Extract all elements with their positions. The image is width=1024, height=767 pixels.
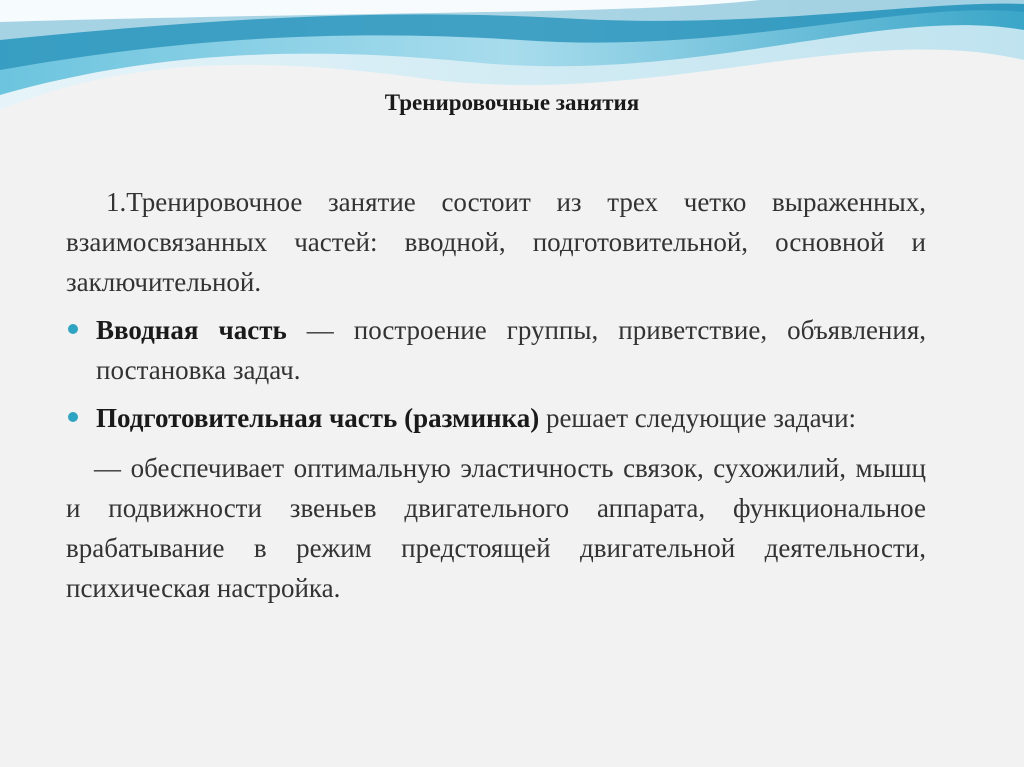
- page-title: Тренировочные занятия: [384, 90, 640, 115]
- bullet-bold-term: Вводная часть: [96, 315, 287, 345]
- bullet-bold-term: Подготовительная часть (разминка): [96, 403, 540, 433]
- dash-paragraph: — обеспечивает оптимальную эластичность связок, сухожилий, мышц и подвижности звеньев двигательного аппарата, функциональное врабатывание в режим предстоящей двигательной деятельности, психическая настройка.: [66, 453, 926, 603]
- bullet-text: — построение группы, приветствие, объявления, постановка задач.: [96, 315, 926, 385]
- bullet-dot-icon: [68, 324, 78, 334]
- intro-paragraph: 1.Тренировочное занятие состоит из трех четко выраженных, взаимосвязанных частей: вводной, подготовительной, основной и заключительной.: [66, 187, 926, 297]
- bullet-dot-icon: [68, 412, 78, 422]
- bullet-item-preparatory: [66, 398, 926, 438]
- bullet-item-introductory: [66, 310, 926, 390]
- slide-body: [66, 182, 926, 608]
- bullet-text: решает следующие задачи:: [539, 403, 857, 433]
